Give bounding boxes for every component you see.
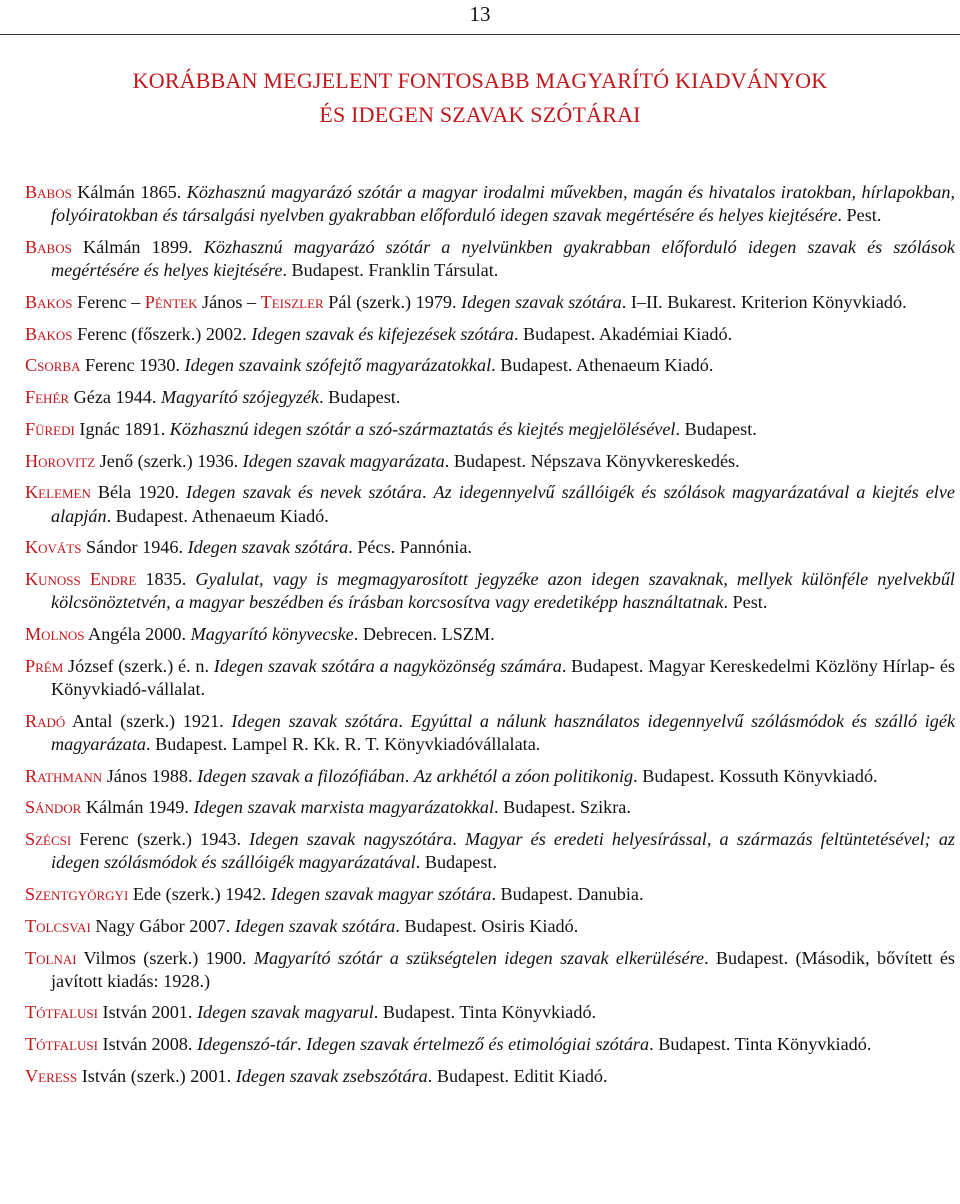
entry-work-title: Közhasznú magyarázó szótár a nyelvünkben gyakrabban előforduló idegen szavak és szólások megértésére és helyes kiejtésére	[51, 236, 955, 280]
entry-text: . Budapest. Kossuth Könyvkiadó.	[633, 765, 878, 786]
bibliography-entry	[25, 481, 955, 527]
entry-text: . Budapest. Osiris Kiadó.	[395, 915, 579, 936]
bibliography-entry	[25, 1033, 955, 1056]
entry-author-name: Tolcsvai	[25, 915, 91, 936]
entry-author-name: Teiszler	[260, 291, 324, 312]
bibliography-entry	[25, 181, 955, 227]
entry-work-title: Az arkhétól a zóon politikonig	[413, 765, 634, 786]
entry-author-name: Rathmann	[25, 765, 103, 786]
entry-author-name: Bakos	[25, 323, 73, 344]
entry-text: .	[422, 482, 434, 503]
entry-text: . Budapest. Athenaeum Kiadó.	[491, 355, 714, 376]
bibliography-entry	[25, 828, 955, 874]
entry-work-title: Az idegennyelvű szállóigék és szólások magyarázatával a kiejtés elve alapján	[51, 482, 955, 526]
bibliography-entry	[25, 1001, 955, 1024]
entry-text: . Budapest. Akadémiai Kiadó.	[513, 323, 733, 344]
entry-text: . Budapest. Szikra.	[494, 797, 631, 818]
bibliography-entry	[25, 765, 955, 788]
entry-text: . Budapest.	[675, 418, 757, 439]
entry-work-title: Magyarító könyvecske	[190, 623, 354, 644]
entry-text: Antal (szerk.) 1921.	[65, 710, 232, 731]
entry-text: Angéla 2000.	[84, 623, 191, 644]
entry-text: Jenő (szerk.) 1936.	[95, 450, 243, 471]
entry-text: János 1988.	[102, 765, 198, 786]
entry-work-title: Idegen szavak értelmező és etimológiai szótára	[306, 1034, 650, 1055]
entry-text: . Pécs. Pannónia.	[348, 537, 472, 558]
bibliography-entry	[25, 236, 955, 282]
entry-text: István 2008.	[97, 1034, 197, 1055]
bibliography-entry	[25, 354, 955, 377]
entry-text: . Budapest. Editit Kiadó.	[427, 1065, 608, 1086]
bibliography-entry	[25, 710, 955, 756]
entry-work-title: Idegen szavak magyarázata	[242, 450, 445, 471]
entry-text: . Budapest. Athenaeum Kiadó.	[106, 505, 329, 526]
entry-work-title: Idegen szavak magyar szótára	[270, 883, 492, 904]
entry-author-name: Szentgyörgyi	[25, 883, 129, 904]
entry-work-title: Idegen szavak magyarul	[197, 1002, 374, 1023]
entry-text: .	[398, 710, 411, 731]
entry-text: Ignác 1891.	[74, 418, 170, 439]
entry-text: Nagy Gábor 2007.	[90, 915, 235, 936]
bibliography-entry	[25, 1065, 955, 1088]
entry-text: . Budapest. Franklin Társulat.	[282, 259, 499, 280]
entry-author-name: Veress	[25, 1065, 78, 1086]
entry-author-name: Molnos	[25, 623, 85, 644]
page-title	[0, 64, 960, 132]
entry-text: . Budapest. Magyar Kereskedelmi Közlöny Hírlap- és Könyvkiadó-vállalat.	[51, 655, 956, 699]
entry-text: . Budapest. Tinta Könyvkiadó.	[649, 1034, 872, 1055]
entry-text: János –	[197, 291, 261, 312]
entry-author-name: Babos	[25, 182, 72, 202]
entry-author-name: Horovitz	[25, 450, 96, 471]
entry-text: Ferenc 1930.	[80, 355, 185, 376]
entry-text: . Budapest. Lampel R. Kk. R. T. Könyvkiadóvállalata.	[145, 733, 541, 754]
entry-work-title: Idegen szavak szótára a nagyközönség számára	[213, 655, 562, 676]
entry-author-name: Tótfalusi	[25, 1034, 98, 1055]
bibliography-entry	[25, 418, 955, 441]
entry-author-name: Szécsi	[25, 829, 72, 850]
entry-text: Ede (szerk.) 1942.	[128, 883, 271, 904]
entry-text: 1835.	[136, 569, 196, 590]
entry-text: Ferenc (főszerk.) 2002.	[72, 323, 252, 344]
entry-text: .	[297, 1034, 307, 1055]
entry-work-title: Egyúttal a nálunk használatos idegennyelvű szólásmódok és szálló igék magyarázata	[51, 710, 956, 754]
bibliography-entry	[25, 796, 955, 819]
entry-work-title: Idegen szavak és nevek szótára	[186, 482, 422, 503]
entry-author-name: Prém	[25, 655, 64, 676]
entry-text: . Pest.	[837, 205, 882, 226]
entry-text: Kálmán 1949.	[81, 797, 194, 818]
entry-text: Béla 1920.	[90, 482, 187, 503]
bibliography-entry	[25, 386, 955, 409]
page-title-line-1: KORÁBBAN MEGJELENT FONTOSABB MAGYARÍTÓ KIADVÁNYOK	[132, 68, 828, 93]
entry-text: . Budapest. (Második, bővített és javított kiadás: 1928.)	[51, 947, 956, 991]
entry-text: Kálmán 1865.	[71, 182, 187, 202]
entry-work-title: Magyarító szótár a szükségtelen idegen szavak elkerülésére	[253, 947, 705, 968]
entry-work-title: Idegen szavak és kifejezések szótára	[251, 323, 514, 344]
entry-author-name: Füredi	[25, 418, 75, 439]
entry-author-name: Kelemen	[25, 482, 91, 503]
bibliography-entry	[25, 323, 955, 346]
entry-text: .	[452, 829, 465, 850]
entry-work-title: Idegen szavak szótára	[461, 291, 622, 312]
header-rule	[0, 34, 960, 35]
bibliography-list	[25, 181, 955, 1097]
entry-work-title: Gyalulat, vagy is megmagyarosított jegyzéke azon idegen szavaknak, mellyek különféle nyelvekbűl kölcsönöztetvén, a magyar beszédben és írásban korcsosítva vagy eredetiképp használtatnak	[51, 569, 955, 613]
bibliography-entry	[25, 947, 955, 993]
entry-text: István (szerk.) 2001.	[77, 1065, 236, 1086]
entry-work-title: Magyarító szójegyzék	[160, 387, 320, 408]
entry-text: . Debrecen. LSZM.	[353, 623, 495, 644]
entry-author-name: Tolnai	[25, 947, 77, 968]
entry-text: Vilmos (szerk.) 1900.	[76, 947, 254, 968]
bibliography-entry	[25, 915, 955, 938]
entry-text: Ferenc (szerk.) 1943.	[71, 829, 250, 850]
entry-text: József (szerk.) é. n.	[63, 655, 214, 676]
entry-author-name: Radó	[25, 710, 66, 731]
entry-text: . Budapest.	[415, 852, 498, 873]
entry-work-title: Közhasznú magyarázó szótár a magyar irodalmi művekben, magán és hivatalos iratokban, hírlapokban, folyóiratokban és társalgási nyelvben gyakrabban előforduló idegen szavak megértésére és helyes kiejtésére	[51, 182, 955, 226]
page-number: 13	[469, 2, 491, 26]
bibliography-entry	[25, 883, 955, 906]
entry-author-name: Babos	[25, 236, 72, 257]
bibliography-entry	[25, 450, 955, 473]
entry-author-name: Kováts	[25, 537, 82, 558]
entry-author-name: Csorba	[25, 355, 81, 376]
entry-work-title: Idegen szavak szótára	[234, 915, 396, 936]
entry-text: Géza 1944.	[69, 387, 161, 408]
bibliography-entry	[25, 291, 955, 314]
entry-text: Sándor 1946.	[81, 537, 188, 558]
entry-work-title: Idegen szavak szótára	[187, 537, 349, 558]
bibliography-entry	[25, 536, 955, 559]
entry-author-name: Péntek	[144, 291, 198, 312]
entry-text: Ferenc –	[72, 291, 145, 312]
entry-text: Kálmán 1899.	[71, 236, 204, 257]
entry-author-name: Kunoss Endre	[25, 569, 137, 590]
entry-text: . Budapest.	[319, 387, 401, 408]
entry-work-title: Magyar és eredeti helyesírással, a származás feltüntetésével; az idegen szólásmódok és szállóigék magyarázatával	[51, 829, 956, 873]
entry-work-title: Idegen szavak nagyszótára	[249, 829, 453, 850]
entry-work-title: Idegen szavak marxista magyarázatokkal	[193, 797, 495, 818]
entry-work-title: Idegen szavak zsebszótára	[235, 1065, 428, 1086]
entry-text: . Budapest. Tinta Könyvkiadó.	[373, 1002, 597, 1023]
entry-text: . Budapest. Népszava Könyvkereskedés.	[444, 450, 740, 471]
entry-author-name: Bakos	[25, 291, 73, 312]
bibliography-entry	[25, 655, 955, 701]
entry-work-title: Idegenszó-tár	[197, 1034, 298, 1055]
entry-work-title: Idegen szavaink szófejtő magyarázatokkal	[184, 355, 492, 376]
entry-author-name: Sándor	[25, 797, 82, 818]
entry-work-title: Idegen szavak a filozófiában	[197, 765, 405, 786]
entry-text: . I–II. Bukarest. Kriterion Könyvkiadó.	[621, 291, 907, 312]
page-title-line-2: ÉS IDEGEN SZAVAK SZÓTÁRAI	[319, 102, 641, 127]
entry-author-name: Tótfalusi	[25, 1002, 98, 1023]
entry-text: . Budapest. Danubia.	[491, 883, 644, 904]
entry-text: István 2001.	[97, 1002, 197, 1023]
entry-author-name: Fehér	[25, 387, 70, 408]
entry-work-title: Idegen szavak szótára	[231, 710, 399, 731]
bibliography-entry	[25, 568, 955, 614]
entry-text: Pál (szerk.) 1979.	[323, 291, 462, 312]
bibliography-entry	[25, 623, 955, 646]
entry-work-title: Közhasznú idegen szótár a szó-származtatás és kiejtés megjelölésével	[169, 418, 676, 439]
entry-text: .	[404, 765, 414, 786]
entry-text: . Pest.	[723, 592, 768, 613]
